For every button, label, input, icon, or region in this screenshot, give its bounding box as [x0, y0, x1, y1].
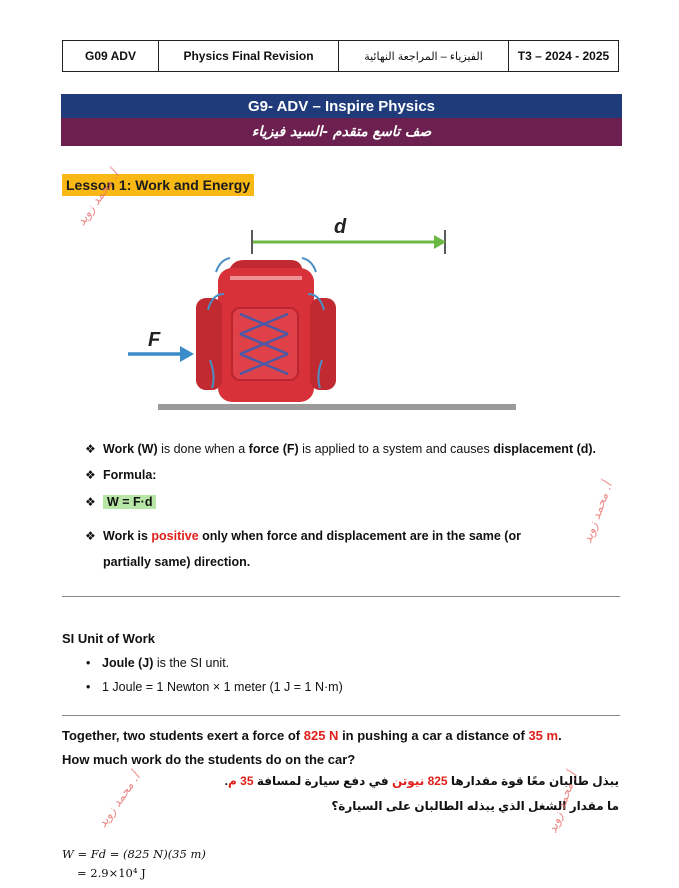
backpack-icon	[196, 258, 336, 402]
bullet-formula: ❖ W = F·d	[85, 493, 156, 511]
force-arrow	[128, 346, 194, 362]
watermark: أ. محمد زويد	[95, 770, 143, 831]
work-diagram	[120, 210, 530, 415]
si-unit-title: SI Unit of Work	[62, 631, 155, 646]
bullet-formula-label: ❖ Formula:	[85, 468, 157, 482]
header-table	[62, 40, 619, 72]
question-line-2: How much work do the students do on the car?	[62, 752, 356, 767]
section-divider	[62, 715, 620, 716]
banner-arabic-subtitle: صف تاسع متقدم -السيد فيزياء	[61, 118, 622, 146]
grade-cell: G09 ADV	[63, 41, 159, 71]
lesson-title: Lesson 1: Work and Energy	[62, 174, 254, 196]
solution-line-1: W = Fd = (825 N)(35 m)	[62, 847, 206, 861]
diamond-bullet-icon: ❖	[85, 529, 96, 543]
arabic-question-line-2: ما مقدار الشغل الذي يبذله الطالبان على السيارة؟	[331, 799, 619, 813]
solution-line-2: = 2.9×10⁴ J	[77, 866, 146, 880]
distance-label: d	[334, 216, 347, 238]
distance-arrow	[252, 230, 446, 254]
diamond-bullet-icon: ❖	[85, 495, 96, 509]
section-divider	[62, 596, 620, 597]
subject-cell: Physics Final Revision	[159, 41, 339, 71]
watermark: أ. محمد زويد	[580, 480, 615, 545]
arabic-question-line-1: يبذل طالبان معًا قوة مقدارها 825 نيوتن في دفع سيارة لمسافة 35 م.	[224, 774, 619, 788]
watermark: أ. محمد زويد	[545, 770, 580, 835]
banner-title: G9- ADV – Inspire Physics	[61, 94, 622, 118]
bullet-work-definition: ❖ Work (W) is done when a force (F) is applied to a system and causes displacement (d).	[85, 442, 597, 456]
diamond-bullet-icon: ❖	[85, 468, 96, 482]
bullet-positive-work: ❖ Work is positive only when force and displacement are in the same (or partially same) direction.	[85, 523, 625, 575]
force-label: F	[148, 329, 161, 351]
arabic-title-cell: الفيزياء – المراجعة النهائية	[339, 41, 509, 71]
question-line-1: Together, two students exert a force of 825 N in pushing a car a distance of 35 m.	[62, 728, 562, 743]
diamond-bullet-icon: ❖	[85, 442, 96, 456]
term-cell: T3 – 2024 - 2025	[517, 49, 610, 63]
watermark: أ. محمد زويد	[74, 168, 122, 229]
ground-line	[158, 404, 516, 410]
si-item-joule: • Joule (J) is the SI unit.	[86, 656, 229, 670]
si-item-definition: • 1 Joule = 1 Newton × 1 meter (1 J = 1 N·m)	[86, 680, 343, 694]
